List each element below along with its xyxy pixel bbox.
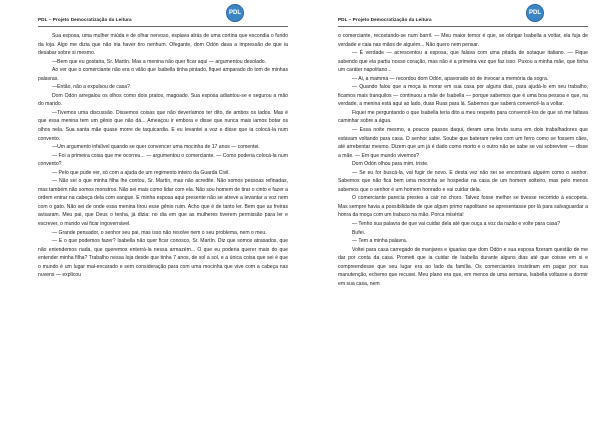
paragraph: —Então, não a expulsou de casa? [52, 84, 130, 91]
paragraph: —Bem que eu gostaria, Sr. Martín. Mas a menina não quer ficar aqui — argumentou desolado. [52, 58, 267, 65]
page-body [338, 32, 588, 288]
paragraph: — E o que podemos fazer? Isabella não quer ficar conosco, Sr. Martín. Diz que somos atrasados, que não entendemos nada, que queremos enterrá-la nessa armazém... O que eu poderia querer mais do que entender minha filha? Trabalho nessa loja desde que tinha 7 anos, de sol a sol, e a única coisa que sei é que o mundo é um lugar mal-encarado e sem consideração para com uma mocinha que vive com a cabeça nas nuvens — explicou [38, 238, 288, 279]
paragraph: O comerciante parecia prestes a cair no choro. Talvez fosse melhor se tivesse recorrido à escopeta. Mas sempre havia a possibilidade de que algum primo napolitano se apresentasse por lá para salvaguardar a honra da moça com um trabuco na mão. Porca miséria! [338, 195, 588, 219]
paragraph: — Pelo que pude ver, só com a ajuda de um regimento inteiro da Guarda Civil. [52, 169, 230, 176]
paragraph: — Tenho sua palavra de que vai cuidar dela até que ouça a voz da razão e volte para casa? [352, 221, 561, 228]
paragraph: Ao ver que o comerciante não era o vilão que Isabella tinha pintado, fiquei amparado do tom de minhas palavras. [38, 67, 288, 82]
page-body [38, 32, 288, 280]
header-title: PDL – Projeto Democratização da Leitura [38, 17, 132, 22]
paragraph: Dom Odón olhou para mim, triste. [352, 161, 429, 168]
paragraph: — Ai, a mamma — recordou dom Odón, apavorado só de invocar a memória da sogra. [352, 75, 549, 82]
paragraph: Dom Odón arregalou os olhos como dois pratos, magoado. Sua esposa adiantou-se e segurou a mão do marido. [38, 92, 288, 108]
page-header [38, 8, 288, 28]
paragraph: Fiquei me perguntando o que Isabella teria dito a meu respeito para convencê-los de que só me faltava caminhar sobre a água. [338, 109, 588, 125]
paragraph: — Grande pensador, o senhor seu pai, mas isso não resolve nem o seu problema, nem o meu. [52, 229, 267, 236]
pdl-logo-icon: PDL [526, 4, 544, 22]
paragraph: — Se eu for buscá-la, vai fugir de novo. E desta vez não sei se encontrará alguém como o senhor. Sabemos que não fica bem uma mocinha se hospedar na casa de um homem solteiro, mas pelo menos sabemos que o senhor é um homem honrado e vai cuidar dela. [338, 169, 588, 193]
paragraph: — Quando falou que a moça ia morar em sua casa por alguns dias, para ajudá-lo em seu trabalho, ficamos mais tranquilos — continuou a mãe de Isabella — porque sabemos que é uma boa pessoa e que, na verdade, a menina está aqui ao lado, duas Ruas para lá. Sabemos que saberá convencê-la a voltar. [338, 84, 588, 108]
paragraph: Sua esposa, uma mulher miúda e de olhar nervoso, espiava atrás de uma cortina que escondia o fundo da loja. Algo me dizia que não iria haver tiro nenhum. Ofegante, dom Odón dava a impressão de que ia desabar sobre si mesmo. [38, 33, 288, 57]
pdl-logo-icon: PDL [226, 4, 244, 22]
header-title: PDL – Projeto Democratização da Leitura [338, 17, 432, 22]
paragraph: Voltei para casa carregado de manjares e iguarias que dom Odón e sua esposa fizeram questão de me dar por conta da casa. Prometi que ia cuidar de Isabella durante alguns dias até que coisse em si e compreendesse que seu lugar era ao lado da família. Os comerciantes insistiram em pagar por sua manutenção, echemo que recusei. Meu plano era que, em menos de uma semana, Isabella voltasse a dormir em sua casa, nem [338, 246, 588, 287]
paragraph: — Essa noite mesmo, a poucos passos daqui, deram uma bruta surra em dois trabalhadores que estavam voltando para casa. O senhor sabe. Soube que bateram neles com um ferro como se fossem cães, até arrebentar mesmo. Dizem que um já é dado como morto e o outro não se sabe se vai sobreviver — disse a mãe. — Em que mundo vivemos? [338, 127, 588, 159]
paragraph: — Foi a primeira coisa que me ocorreu... — argumentou o comerciante. — Como poderia colocá-la num convento? [38, 152, 288, 168]
paragraph: — Tem a minha palavra. [352, 238, 408, 245]
right-page [300, 0, 600, 424]
header-rule [38, 26, 288, 27]
paragraph: —Um argumento infalível quando se quer convencer uma mocinha de 17 anos — comentei. [52, 144, 260, 151]
paragraph: —Tivemos uma discussão. Dissemos coisas que não deveríamos ter dito, de ambos os lados. Mas é que essa menina tem um gênio que não dá... Ameaçou ir embora e disse que nunca mais iamos botar os olhos nela. Sua santa mãe quase morre de taquicardia. E eu levantei a voz e disse que ia colocá-la num convento. [38, 109, 288, 142]
paragraph: — Não sei o que minha filha lhe contou, Sr. Martín, mas não acredite. Não somos pessoas refinadas, mas também não somos monstros. Não sei mais como lidar com ela. Não sou homem de tirar o cinto e fazer a ordem entrar na cabeça dela com sangue. E minha esposa aqui presente não se atreve a levantar a voz nem com o gato. Não sei de onde essa menina tirou esse gênio ruim. Acho que é de tanto ler. Bem que as freiras avisaram. Meu pai, que Deus o tenha, já dizia: no dia em que as mulheres tiverem permissão para ler e escrever, o mundo vai ficar ingovernável. [38, 178, 288, 228]
paragraph: — É verdade — acrescentou a esposa, que falava com uma pitada de sotaque italiano. — Fique sabendo que ela partiu nosso coração, mas não é a primeira vez que faz isso. Puxou a minha mãe, que tinha um caráter napolitano... [338, 50, 588, 74]
paragraph: Bufei. [352, 229, 366, 236]
header-rule [338, 26, 588, 27]
paragraph: o comerciante, recostando-se num barril. — Meu maior temor é que, se obrigar Isabella a voltar, ela fuja de verdade e caia nas mãos de alguém... Não quero nem pensar. [338, 33, 588, 48]
page-header [338, 8, 588, 28]
